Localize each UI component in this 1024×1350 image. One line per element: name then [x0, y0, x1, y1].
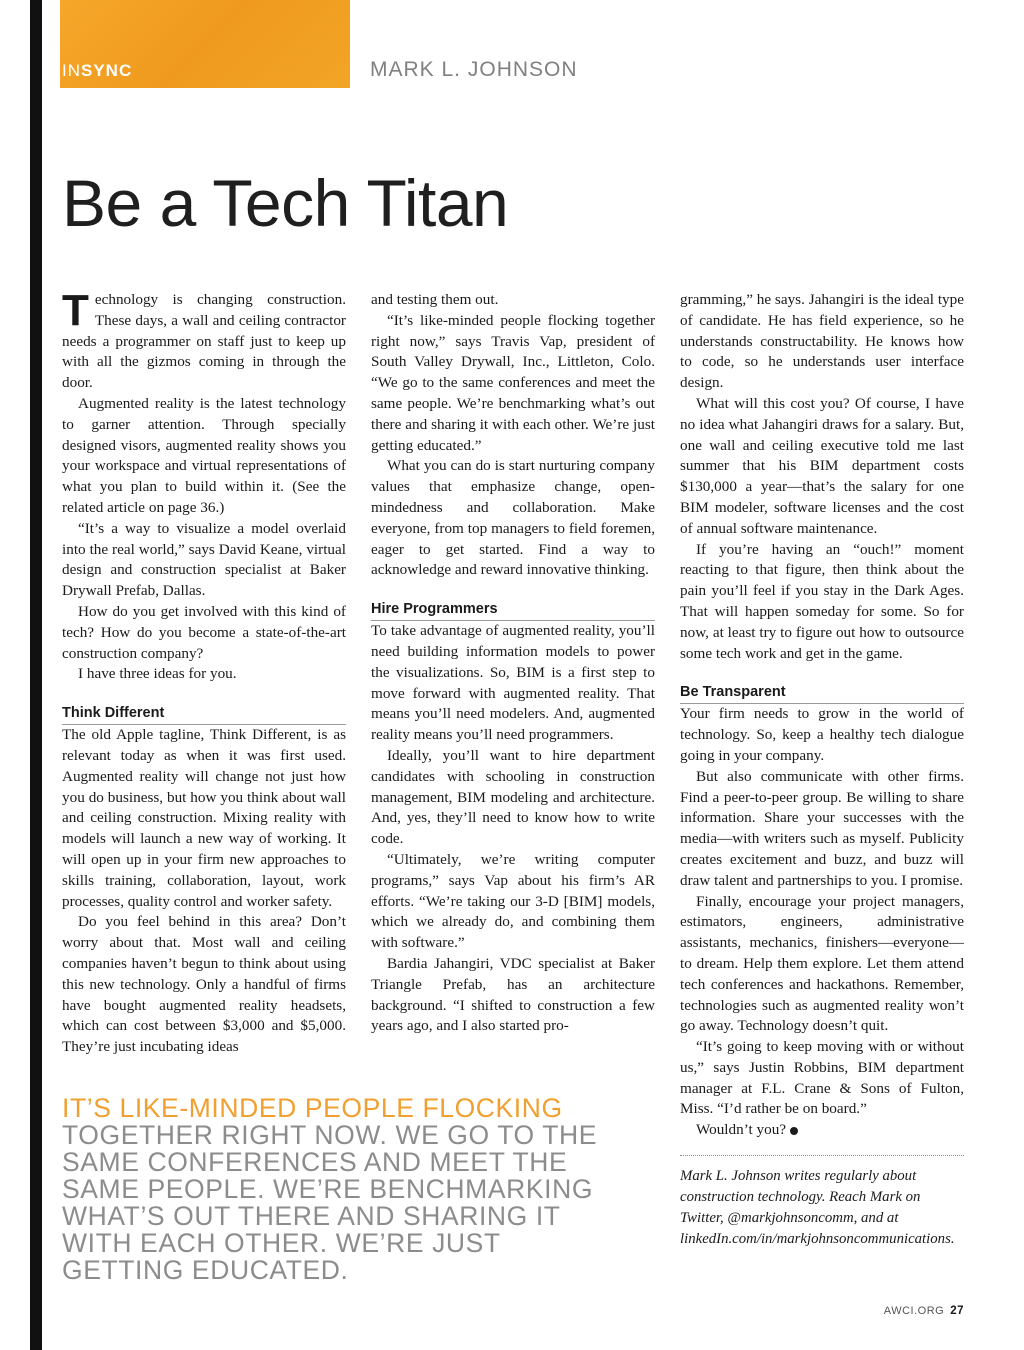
paragraph [62, 286, 346, 394]
end-of-article-bullet-icon [790, 1127, 798, 1135]
subheading-think-different: Think Different [62, 703, 346, 725]
page-spine-bar [30, 0, 42, 1350]
paragraph: Ideally, you’ll want to hire department candidates with schooling in construction management, BIM modeling and architecture. And, yes, they’ll need to know how to write code. [371, 746, 655, 848]
section-label-sync: SYNC [81, 61, 133, 80]
section-label [62, 61, 132, 81]
page-number: 27 [950, 1305, 964, 1317]
closing-line: Wouldn’t you? [696, 1121, 787, 1139]
paragraph [680, 1120, 964, 1141]
pull-quote [62, 1095, 622, 1284]
paragraph: Your firm needs to grow in the world of technology. So, keep a healthy tech dialogue going in your company. [680, 705, 964, 764]
paragraph: Finally, encourage your project managers, estimators, engineers, administrative assistants, mechanics, finishers—everyone—to dream. Help them explore. Let them attend tech conferences and hackathons. Remember, technologies such as augmented reality won’t go away. Technology doesn’t quit. [680, 892, 964, 1035]
site-url: AWCI.ORG [883, 1305, 945, 1317]
article-column-3 [680, 290, 964, 1250]
paragraph: gramming,” he says. Jahangiri is the ideal type of candidate. He has field experience, so he understands constructability. He knows how to code, so he understands user interface design. [680, 291, 964, 392]
paragraph: Augmented reality is the latest technology to garner attention. Through specially designed visors, augmented reality shows you your workspace and virtual representations of what you plan to build within it. (See the related article on page 36.) [62, 394, 346, 516]
section-label-in: IN [62, 61, 81, 80]
paragraph: I have three ideas for you. [78, 665, 237, 683]
pull-quote-lead: IT’S LIKE-MINDED PEOPLE FLOCKING [62, 1093, 563, 1123]
paragraph-text: echnology is changing construction. These days, a wall and ceiling contractor needs a programmer on staff just to keep up with all the gizmos coming in through the door. [62, 291, 346, 392]
page-folio [884, 1305, 964, 1317]
article-column-1 [62, 286, 346, 1058]
article-title: Be a Tech Titan [62, 166, 509, 240]
paragraph: The old Apple tagline, Think Different, is as relevant today as when it was first used. Augmented reality will change not just how you do business, but how you think about wall and ceiling construction. Mixing reality with models will launch a new way of working. It will open up in your firm new approaches to skills training, collaboration, layout, work processes, quality control and worker safety. [62, 726, 346, 910]
paragraph: What will this cost you? Of course, I have no idea what Jahangiri draws for a salary. But, one wall and ceiling executive told me last summer that his BIM department costs $130,000 a year—that’s the salary for one BIM modeler, software licenses and the cost of annual software maintenance. [680, 394, 964, 537]
paragraph: To take advantage of augmented reality, you’ll need building information models to power the visualizations. So, BIM is a first step to move forward with augmented reality. That means you’ll need modelers. And, augmented reality means you’ll need programmers. [371, 622, 655, 744]
paragraph: “It’s like-minded people flocking together right now,” says Travis Vap, president of South Valley Drywall, Inc., Littleton, Colo. “We go to the same conferences and meet the same people. We’re benchmarking what’s out there and sharing it with each other. We’re just getting educated.” [371, 311, 655, 454]
author-name: MARK L. JOHNSON [370, 58, 578, 81]
paragraph: If you’re having an “ouch!” moment reacting to that figure, then think about the pain you’ll feel if you stay in the Dark Ages. That will happen someday for some. So for now, at least try to figure out how to outsource some tech work and get in the game. [680, 540, 964, 662]
paragraph: “It’s going to keep moving with or without us,” says Justin Robbins, BIM department manager at F.L. Crane & Sons of Fulton, Miss. “I’d rather be on board.” [680, 1038, 964, 1118]
subheading-be-transparent: Be Transparent [680, 682, 964, 704]
subheading-hire-programmers: Hire Programmers [371, 599, 655, 621]
paragraph: How do you get involved with this kind of tech? How do you become a state-of-the-art construction company? [62, 602, 346, 662]
paragraph: But also communicate with other firms. Find a peer-to-peer group. Be willing to share information. Share your successes with the media—with writers such as myself. Publicity creates excitement and buzz, and buzz will draw talent and partnerships to you. I promise. [680, 767, 964, 889]
paragraph: What you can do is start nurturing company values that emphasize change, open-mindedness and collaboration. Make everyone, from top managers to field foremen, eager to get started. Find a way to acknowledge and reward innovative thinking. [371, 457, 655, 579]
paragraph: Bardia Jahangiri, VDC specialist at Baker Triangle Prefab, has an architecture background. “I shifted to construction a few years ago, and I also started pro- [371, 954, 655, 1035]
bio-divider [680, 1155, 964, 1156]
drop-cap: T [62, 286, 89, 335]
paragraph: and testing them out. [371, 291, 499, 308]
paragraph: Do you feel behind in this area? Don’t worry about that. Most wall and ceiling companies haven’t begun to think about using this new technology. Only a handful of firms have bought augmented reality headsets, which can cost between $3,000 and $5,000. They’re just incubating ideas [62, 913, 346, 1056]
paragraph: “Ultimately, we’re writing computer programs,” says Vap about his firm’s AR efforts. “We’re taking our 3-D [BIM] models, which we already do, and combining them with software.” [371, 850, 655, 952]
pull-quote-rest: TOGETHER RIGHT NOW. WE GO TO THE SAME CONFERENCES AND MEET THE SAME PEOPLE. WE’RE BENCHMARKING WHAT’S OUT THERE AND SHARING IT WITH EACH OTHER. WE’RE JUST GETTING EDUCATED. [62, 1120, 598, 1285]
article-column-2 [371, 290, 655, 1037]
paragraph: “It’s a way to visualize a model overlaid into the real world,” says David Keane, virtual design and construction specialist at Baker Drywall Prefab, Dallas. [62, 519, 346, 600]
author-bio: Mark L. Johnson writes regularly about construction technology. Reach Mark on Twitter, @markjohnsoncomm, and at linkedIn.com/in/markjohnsoncommunications. [680, 1168, 955, 1248]
